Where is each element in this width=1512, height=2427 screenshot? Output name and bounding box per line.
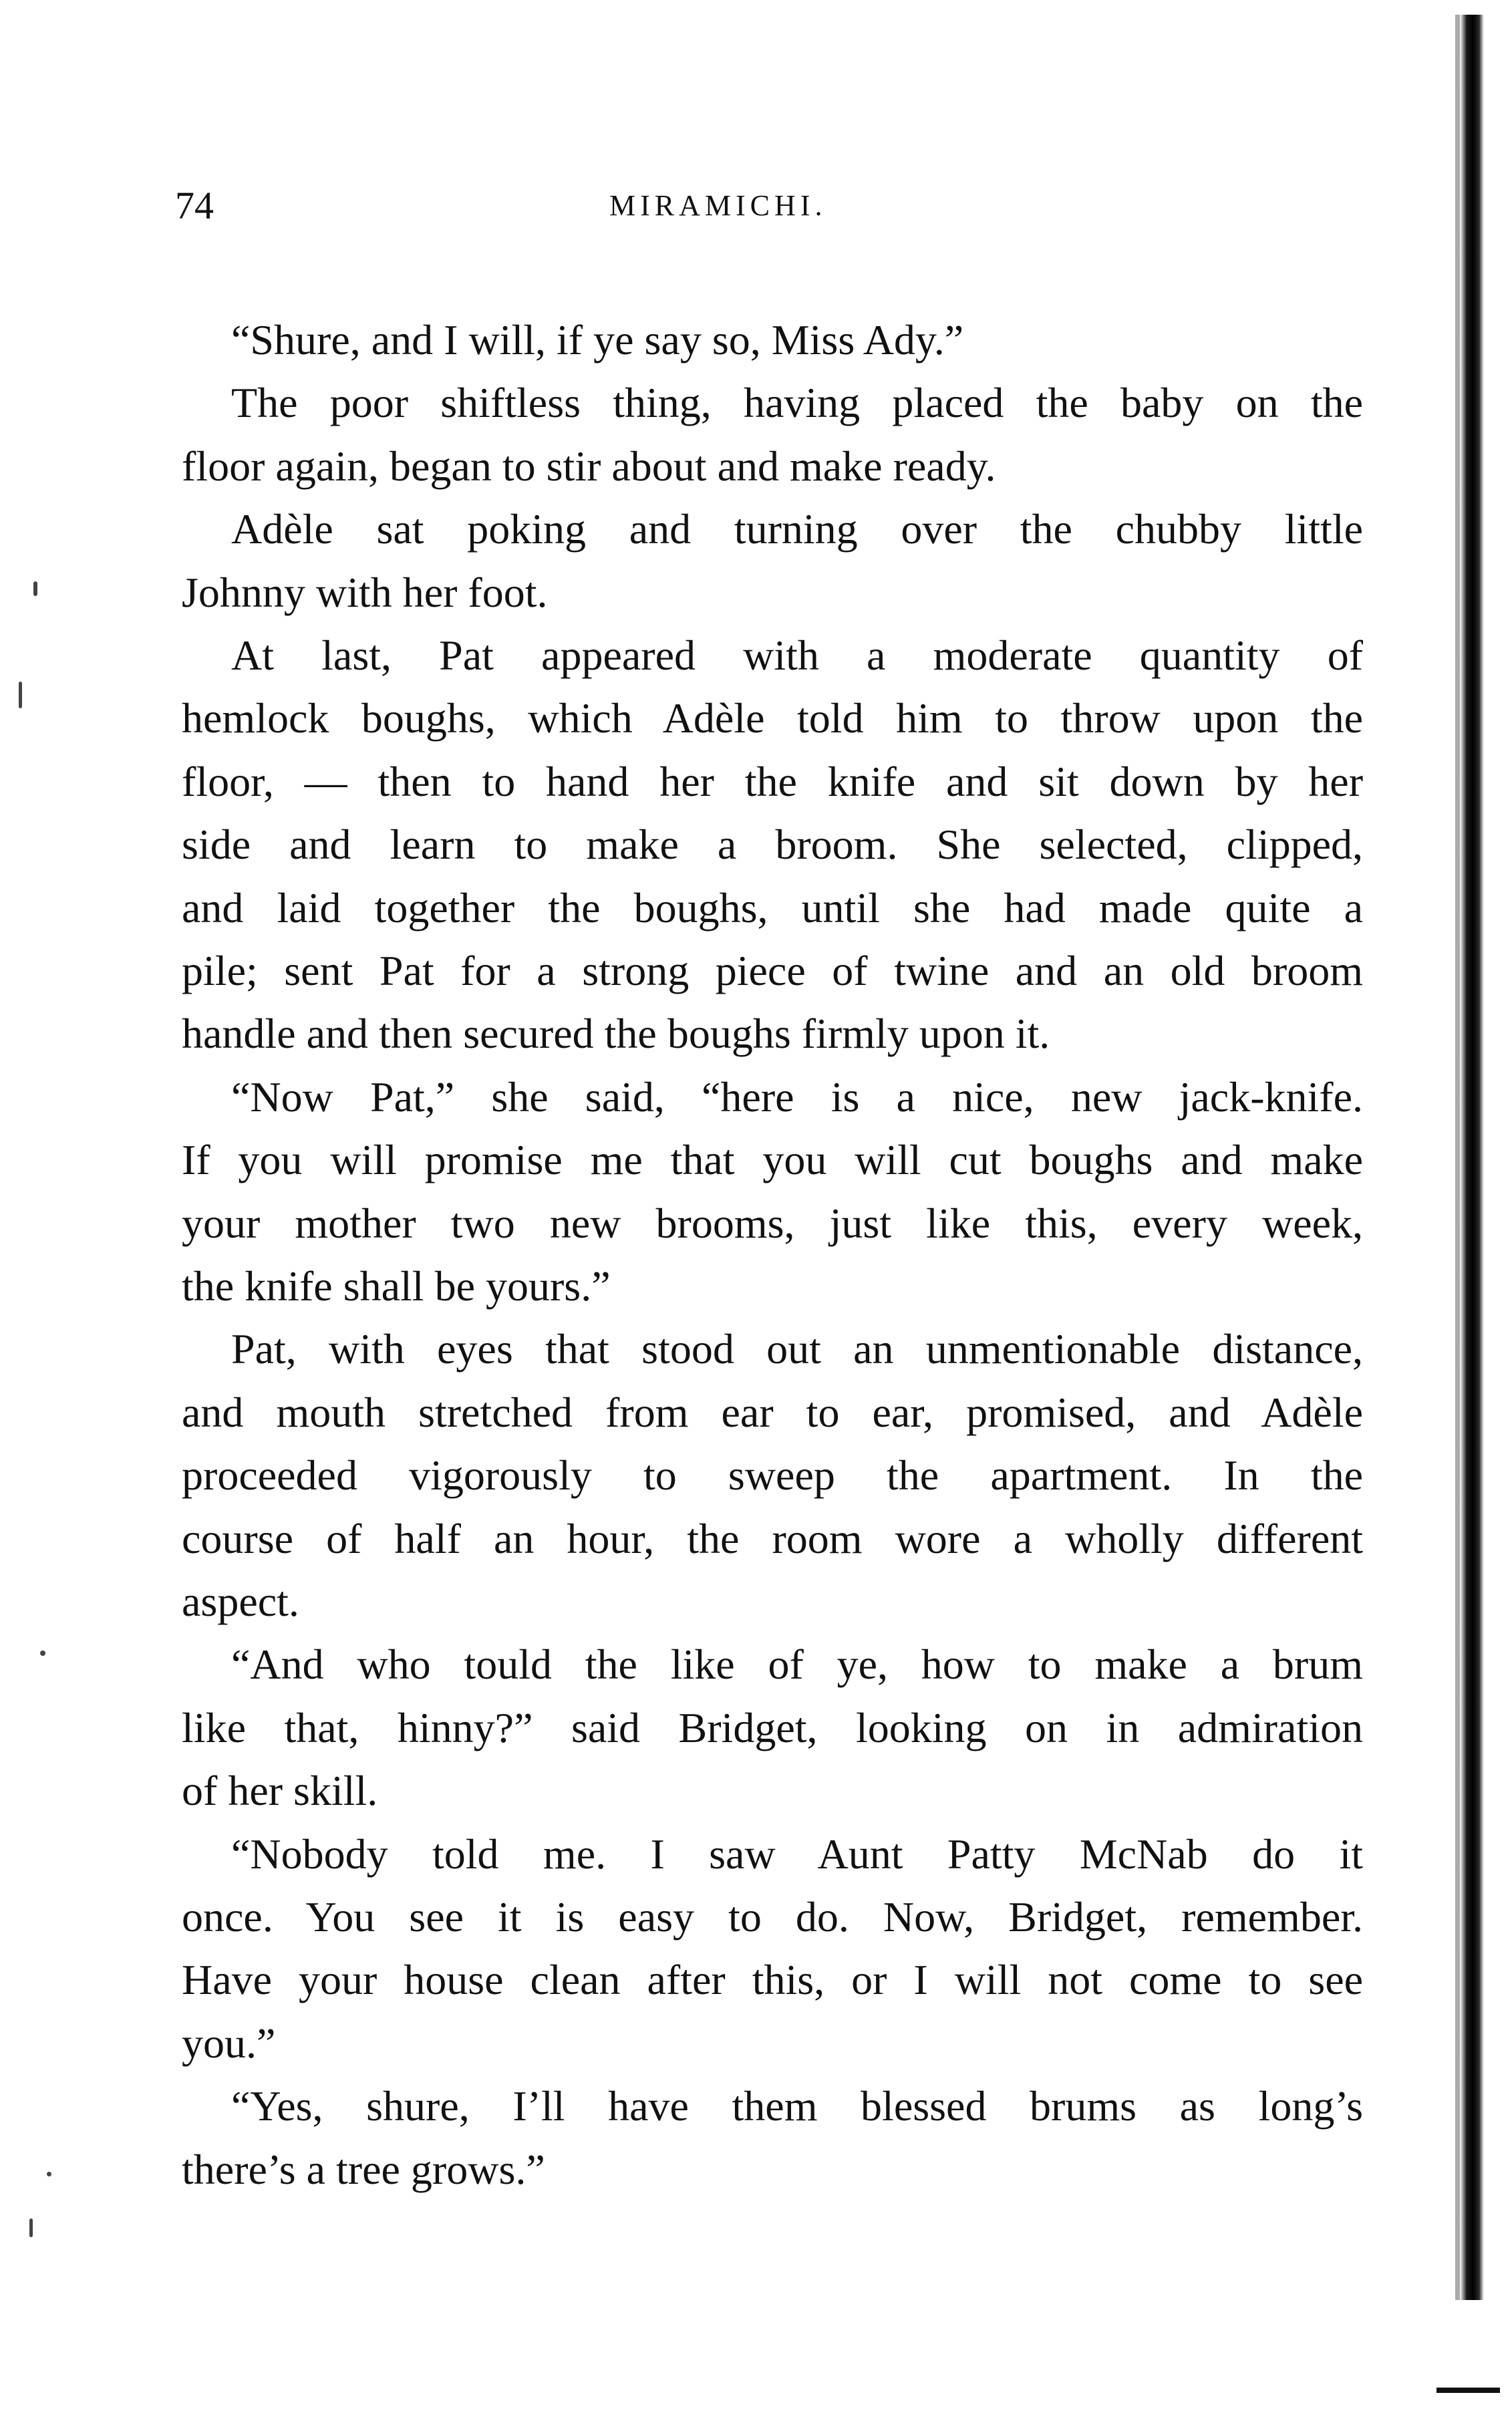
speck [19, 682, 22, 708]
edge-mark [1437, 2388, 1500, 2393]
text-line: “Yes, shure, I’ll have them blessed brums as long’s [231, 2082, 1363, 2130]
text-line: aspect. [182, 1578, 299, 1625]
text-line: your mother two new brooms, just like this, every week, [182, 1199, 1363, 1247]
text-line: proceeded vigorously to sweep the apartment. In the [182, 1451, 1363, 1500]
text-line: hemlock boughs, which Adèle told him to throw upon the [182, 694, 1363, 742]
text-line: Pat, with eyes that stood out an unmentionable distance, [231, 1325, 1363, 1373]
binding-edge [1460, 15, 1484, 2300]
text-line: you.” [182, 2019, 276, 2067]
text-line: “Shure, and I will, if ye say so, Miss Ady.” [231, 316, 964, 364]
text-line: there’s a tree grows.” [182, 2145, 545, 2193]
text-line: The poor shiftless thing, having placed the baby on the [231, 379, 1363, 427]
running-title: MIRAMICHI. [609, 189, 827, 222]
text-line: Johnny with her foot. [182, 568, 548, 616]
text-line: side and learn to make a broom. She selected, clipped, [182, 821, 1363, 869]
text-line: “And who tould the like of ye, how to make a brum [231, 1640, 1363, 1689]
text-line: the knife shall be yours.” [182, 1262, 611, 1310]
text-line: “Now Pat,” she said, “here is a nice, new jack-knife. [231, 1073, 1363, 1121]
speck [40, 1651, 45, 1656]
text-line: floor again, began to stir about and make ready. [182, 442, 996, 490]
text-line: of her skill. [182, 1767, 378, 1815]
text-line: course of half an hour, the room wore a wholly different [182, 1514, 1363, 1562]
text-line: At last, Pat appeared with a moderate quantity of [231, 631, 1363, 679]
text-line: and laid together the boughs, until she had made quite a [182, 883, 1363, 932]
text-line: handle and then secured the boughs firmly upon it. [182, 1010, 1050, 1058]
text-line: and mouth stretched from ear to ear, promised, and Adèle [182, 1388, 1363, 1436]
text-line: once. You see it is easy to do. Now, Bridget, remember. [182, 1893, 1363, 1941]
page-number: 74 [175, 184, 214, 227]
speck [47, 2172, 51, 2176]
text-line: like that, hinny?” said Bridget, looking on in admiration [182, 1703, 1363, 1751]
text-line: Adèle sat poking and turning over the chubby little [231, 505, 1363, 553]
text-line: If you will promise me that you will cut boughs and make [182, 1136, 1363, 1184]
page-header [175, 179, 1364, 233]
text-line: “Nobody told me. I saw Aunt Patty McNab do it [231, 1830, 1363, 1878]
text-line: Have your house clean after this, or I will not come to see [182, 1956, 1363, 2004]
text-line: floor, — then to hand her the knife and sit down by her [182, 757, 1363, 805]
text-line: pile; sent Pat for a strong piece of twine and an old broom [182, 947, 1363, 994]
speck [29, 2219, 33, 2237]
speck [33, 581, 37, 596]
